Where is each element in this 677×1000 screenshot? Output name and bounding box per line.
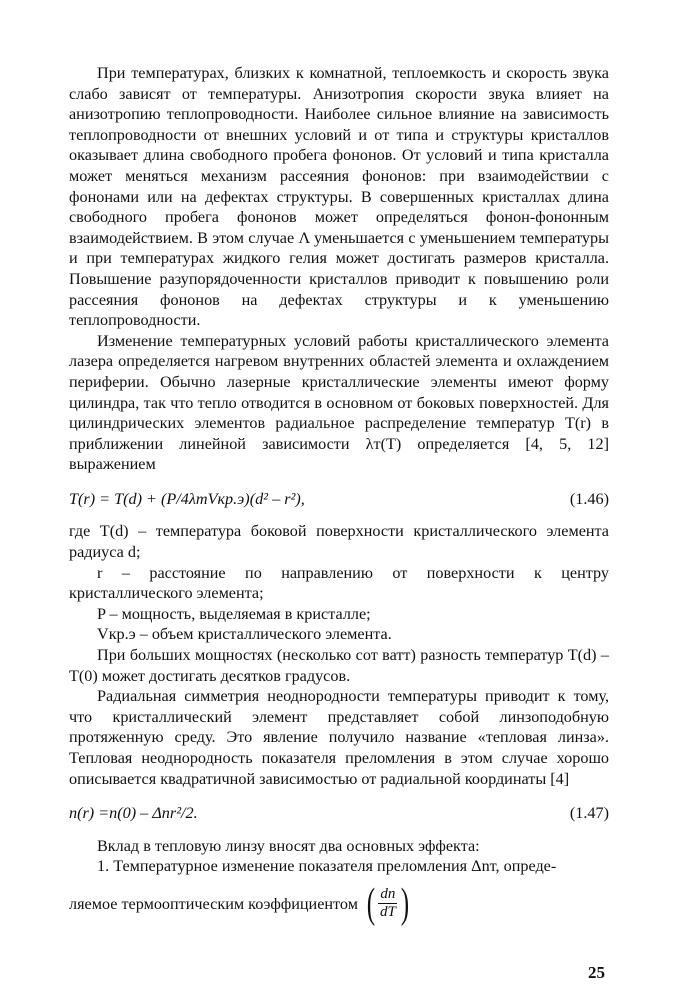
formula-1-46 — [69, 489, 609, 510]
fraction-denominator: dT — [379, 904, 396, 921]
paragraph-two-effects: Вклад в тепловую линзу вносят два основных эффекта: — [97, 836, 480, 855]
definition-td: где T(d) – температура боковой поверхности кристаллического элемента радиуса d; — [69, 522, 609, 562]
formula-1-47-expression: n(r) =n(0) – Δnr²/2. — [69, 804, 198, 823]
paragraph-thermal-lens: Радиальная симметрия неоднородности температуры приводит к тому, что кристаллический элемент представляет собой линзоподобную протяженную среду. Это явление получило название «тепловая линза». Тепловая неоднородность показателя преломления в этом случае хорошо описывается квадратичной зависимостью от радиальной координаты [4] — [69, 687, 609, 788]
formula-1-46-expression: T(r) = T(d) + (P/4λтVкр.э)(d² – r²), — [69, 489, 305, 508]
thermo-optic-text: ляемое термооптическим коэффициентом — [69, 894, 358, 913]
definition-p: P – мощность, выделяемая в кристалле; — [97, 604, 371, 623]
body-text — [69, 63, 609, 925]
formula-1-46-number: (1.46) — [569, 489, 609, 508]
right-paren: ) — [400, 880, 409, 927]
page-number: 25 — [588, 963, 605, 982]
fraction-numerator: dn — [380, 886, 396, 903]
paragraph-high-power: При больших мощностях (несколько сот ватт) разность температур T(d) – T(0) может достигать десятков градусов. — [69, 646, 609, 685]
thermo-optic-line — [69, 880, 609, 927]
left-paren: ( — [366, 880, 376, 927]
derivative-fraction — [364, 880, 412, 927]
definition-r: r – расстояние по направлению от поверхности к центру кристаллического элемента; — [69, 563, 609, 603]
list-item-1: 1. Температурное изменение показателя преломления Δnт, опреде- — [97, 857, 557, 876]
formula-1-47-number: (1.47) — [569, 804, 609, 823]
paragraph-temperature-conditions: Изменение температурных условий работы кристаллического элемента лазера определяется нагревом внутренних областей элемента и охлаждением периферии. Обычно лазерные кристаллические элементы имеют форму цилиндра, так что тепло отводится в основном от боковых поверхностей. Для цилиндрических элементов радиальное распределение температур T(r) в приближении линейной зависимости λт(T) определяется [4, 5, 12] выражением — [69, 331, 609, 474]
definition-v: Vкр.э – объем кристаллического элемента. — [97, 625, 392, 644]
formula-1-47 — [69, 803, 609, 824]
paragraph-phonons: При температурах, близких к комнатной, теплоемкость и скорость звука слабо зависят от температуры. Анизотропия скорости звука влияет на анизотропию теплопроводности. Наиболее сильное влияние на зависимость теплопроводности от внешних условий и от типа и структуры кристаллов оказывает длина свободного пробега фононов. От условий и типа кристалла может меняться механизм рассеяния фононов: при взаимодействии с фононами или на дефектах структуры. В совершенных кристаллах длина свободного пробега фононов может определяться фонон-фононным взаимодействием. В этом случае Λ уменьшается с уменьшением температуры и при температурах жидкого гелия может достигать размеров кристалла. Повышение разупорядоченности кристаллов приводит к повышению роли рассеяния фононов на дефектах структуры и к уменьшению теплопроводности. — [69, 64, 609, 330]
